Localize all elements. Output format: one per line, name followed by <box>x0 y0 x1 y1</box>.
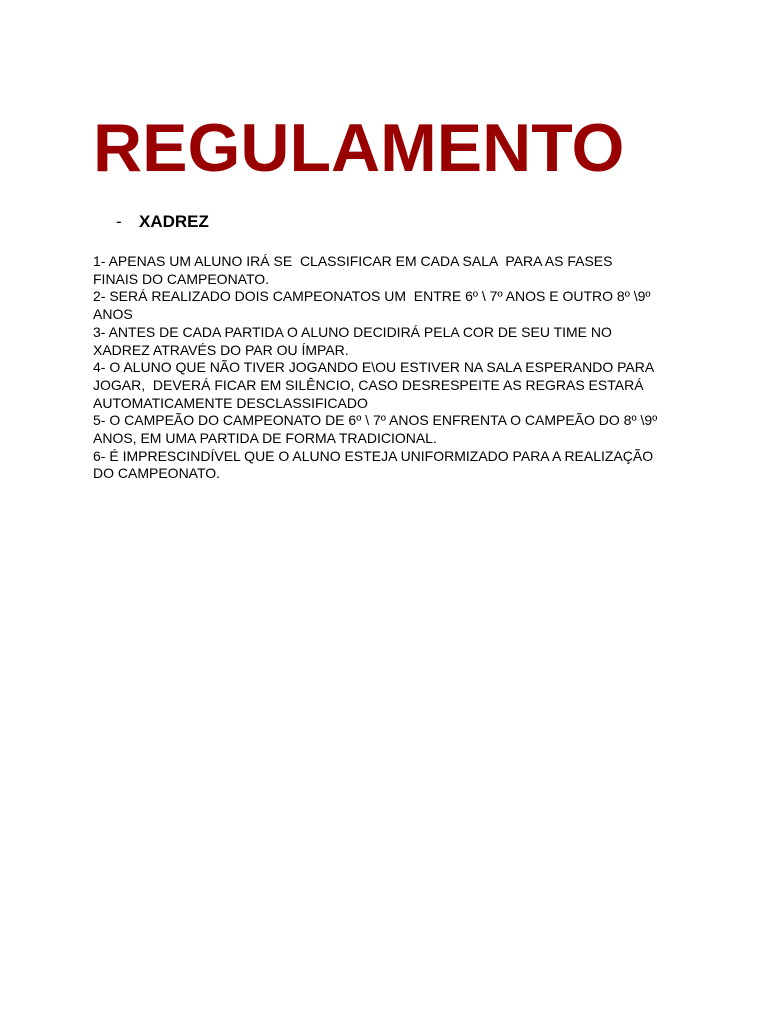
rule-line: 3- ANTES DE CADA PARTIDA O ALUNO DECIDIRÁ PELA COR DE SEU TIME NO <box>93 323 612 340</box>
section-heading <box>116 211 209 233</box>
section-heading-text: XADREZ <box>139 212 209 231</box>
rule-line: JOGAR, DEVERÁ FICAR EM SILÊNCIO, CASO DESRESPEITE AS REGRAS ESTARÁ <box>93 376 644 393</box>
document-title: REGULAMENTO <box>93 110 625 186</box>
rule-item <box>93 324 678 359</box>
rules-list <box>93 253 678 483</box>
rule-line: AUTOMATICAMENTE DESCLASSIFICADO <box>93 394 368 411</box>
rule-line: ANOS <box>93 306 133 323</box>
rule-item <box>93 448 678 483</box>
rule-line: 5- O CAMPEÃO DO CAMPEONATO DE 6º \ 7º ANOS ENFRENTA O CAMPEÃO DO 8º \9º <box>93 412 658 429</box>
section-bullet: - <box>116 212 122 231</box>
rule-line: 6- É IMPRESCINDÍVEL QUE O ALUNO ESTEJA UNIFORMIZADO PARA A REALIZAÇÃO <box>93 447 654 464</box>
rule-line: DO CAMPEONATO. <box>93 465 221 482</box>
rule-line: XADREZ ATRAVÉS DO PAR OU ÍMPAR. <box>93 341 349 358</box>
rule-item <box>93 412 678 447</box>
rule-item <box>93 253 678 288</box>
rule-line: FINAIS DO CAMPEONATO. <box>93 270 270 287</box>
rule-item <box>93 359 678 412</box>
rule-line: 2- SERÁ REALIZADO DOIS CAMPEONATOS UM ENTRE 6º \ 7º ANOS E OUTRO 8º \9º <box>93 288 651 305</box>
rule-item <box>93 288 678 323</box>
rule-line: 4- O ALUNO QUE NÃO TIVER JOGANDO E\OU ESTIVER NA SALA ESPERANDO PARA <box>93 359 655 376</box>
rule-line: ANOS, EM UMA PARTIDA DE FORMA TRADICIONAL. <box>93 430 437 447</box>
rule-line: 1- APENAS UM ALUNO IRÁ SE CLASSIFICAR EM CADA SALA PARA AS FASES <box>93 253 613 269</box>
